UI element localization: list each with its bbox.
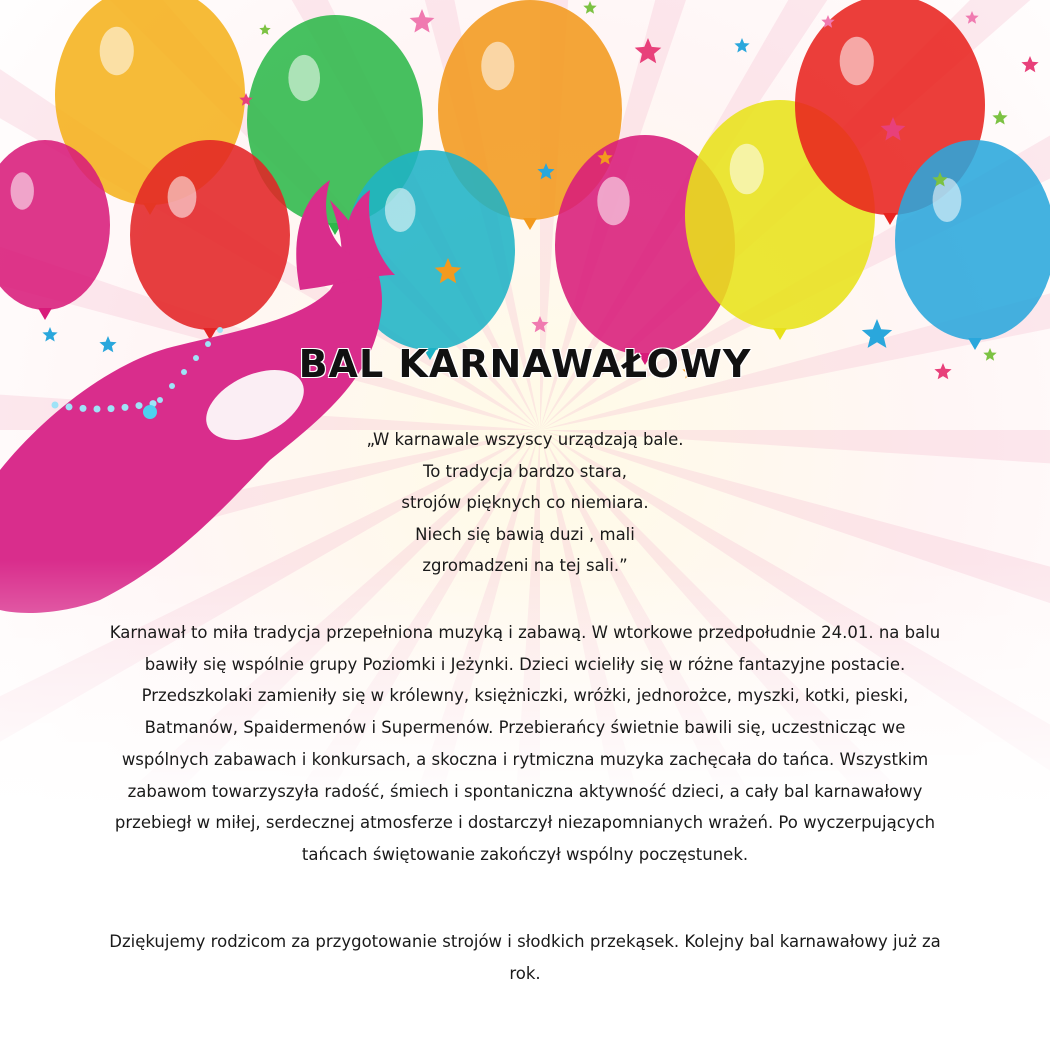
poem-line: Niech się bawią duzi , mali <box>415 524 635 544</box>
page-title: BAL KARNAWAŁOWY <box>298 342 752 386</box>
event-description-paragraph: Karnawał to miła tradycja przepełniona muzyką i zabawą. W wtorkowe przedpołudnie 24.01. na balu bawiły się wspólnie grupy Poziomki i Jeżynki. Dzieci wcieliły się w różne fantazyjne postacie. Przedszkolaki zamieniły się w królewny, księżniczki, wróżki, jednorożce, myszki, kotki, pieski, Batmanów, Spaidermenów i Supermenów. Przebierańcy świetnie bawili się, uczestnicząc we wspólnych zabawach i konkursach, a skoczna i rytmiczna muzyka zachęcała do tańca. Wszystkim zabawom towarzyszyła radość, śmiech i spontaniczna aktywność dzieci, a cały bal karnawałowy przebiegł w miłej, serdecznej atmosferze i dostarczył niezapomnianych wrażeń. Po wyczerpujących tańcach świętowanie zakończył wspólny poczęstunek. <box>109 623 941 864</box>
poem-line: strojów pięknych co niemiara. <box>401 493 649 512</box>
poem-line: „W karnawale wszyscy urządzają bale. <box>366 430 684 449</box>
poem-line: zgromadzeni na tej sali.” <box>422 556 628 575</box>
poem-line: To tradycja bardzo stara, <box>422 461 628 481</box>
poem <box>0 424 1050 582</box>
thank-you-paragraph: Dziękujemy rodzicom za przygotowanie strojów i słodkich przekąsek. Kolejny bal karnawałowy już za rok. <box>109 932 941 983</box>
